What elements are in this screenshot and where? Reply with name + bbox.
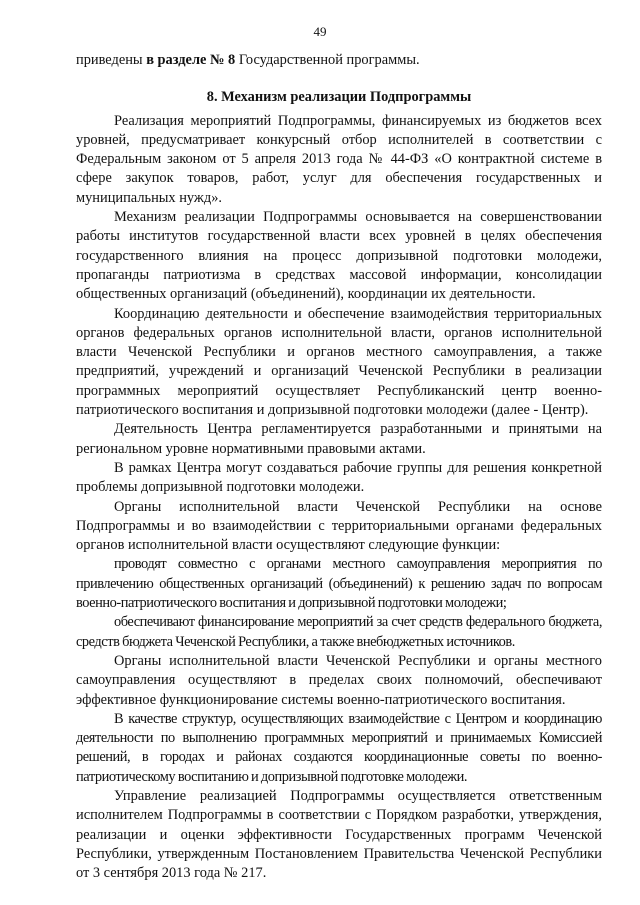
paragraph-procurement: Реализация мероприятий Подпрограммы, финансируемых из бюджетов всех уровней, предусматривает конкурсный отбор исполнителей в соответствии с Федеральным законом от 5 апреля 2013 года № 44-ФЗ «О контрактной системе в сфере закупок товаров, работ, услуг для обеспечения государственных и муниципальных нужд». <box>76 112 602 206</box>
page-number: 49 <box>313 24 327 39</box>
paragraph-management: Управление реализацией Подпрограммы осуществляется ответственным исполнителем Подпрограммы в соответствии с Порядком разработки, утверждения, реализации и оценки эффективности Государственных программ Чеченской Республики, утвержденным Постановлением Правительства Чеченской Республики от 3 сентября 2013 года № 217. <box>76 787 602 882</box>
paragraph-center-regulation: Деятельность Центра регламентируется разработанными и принятыми на региональном уровне нормативными правовыми актами. <box>76 421 602 457</box>
section-heading: 8. Механизм реализации Подпрограммы <box>206 89 472 106</box>
intro-line <box>76 51 602 70</box>
paragraph-working-groups: В рамках Центра могут создаваться рабочие группы для решения конкретной проблемы допризывной подготовки молодежи. <box>76 459 602 496</box>
paragraph-function-public-organizations: проводят совместно с органами местного самоуправления мероприятия по привлечению общественных организаций (объединений) к решению задач по вопросам военно-патриотического воспитания и допризывной подготовки молодежи; <box>76 556 602 612</box>
paragraph-executive-bodies: Органы исполнительной власти Чеченской Республики на основе Подпрограммы и во взаимодействии с территориальными органами федеральных органов исполнительной власти осуществляют следующие функции: <box>76 498 602 554</box>
intro-text-before: приведены <box>76 52 147 68</box>
paragraph-function-financing: обеспечивают финансирование мероприятий за счет средств федерального бюджета, средств бюджета Чеченской Республики, а также внебюджетных источников. <box>76 614 602 650</box>
paragraph-coordination: Координацию деятельности и обеспечение взаимодействия территориальных органов федеральных органов исполнительной власти, органов исполнительной власти Чеченской Республики и органов местного самоуправления, а также предприятий, учреждений и организаций Чеченской Республики в реализации программных мероприятий осуществляет Республиканский центр военно-патриотического воспитания и допризывной подготовки молодежи (далее - Центр). <box>76 305 602 419</box>
paragraph-mechanism: Механизм реализации Подпрограммы основывается на совершенствовании работы институтов государственной власти всех уровней в целях обеспечения государственного влияния на процесс допризывной подготовки молодежи, пропаганды патриотизма в средствах массовой информации, консолидации общественных организаций (объединений), координации их деятельности. <box>76 209 602 303</box>
intro-section-reference: в разделе № 8 <box>146 52 236 68</box>
paragraph-coordination-councils: В качестве структур, осуществляющих взаимодействие с Центром и координацию деятельности по выполнению программных мероприятий и принимаемых Комиссией решений, в городах и районах создаются координационные советы по военно-патриотическому воспитанию и допризывной подготовке молодежи. <box>76 710 602 785</box>
paragraph-local-government: Органы исполнительной власти Чеченской Республики и органы местного самоуправления осуществляют в пределах своих полномочий, обеспечивают эффективное функционирование системы военно-патриотического воспитания. <box>76 652 602 708</box>
document-body <box>76 51 602 883</box>
intro-text-after: Государственной программы. <box>235 52 420 68</box>
